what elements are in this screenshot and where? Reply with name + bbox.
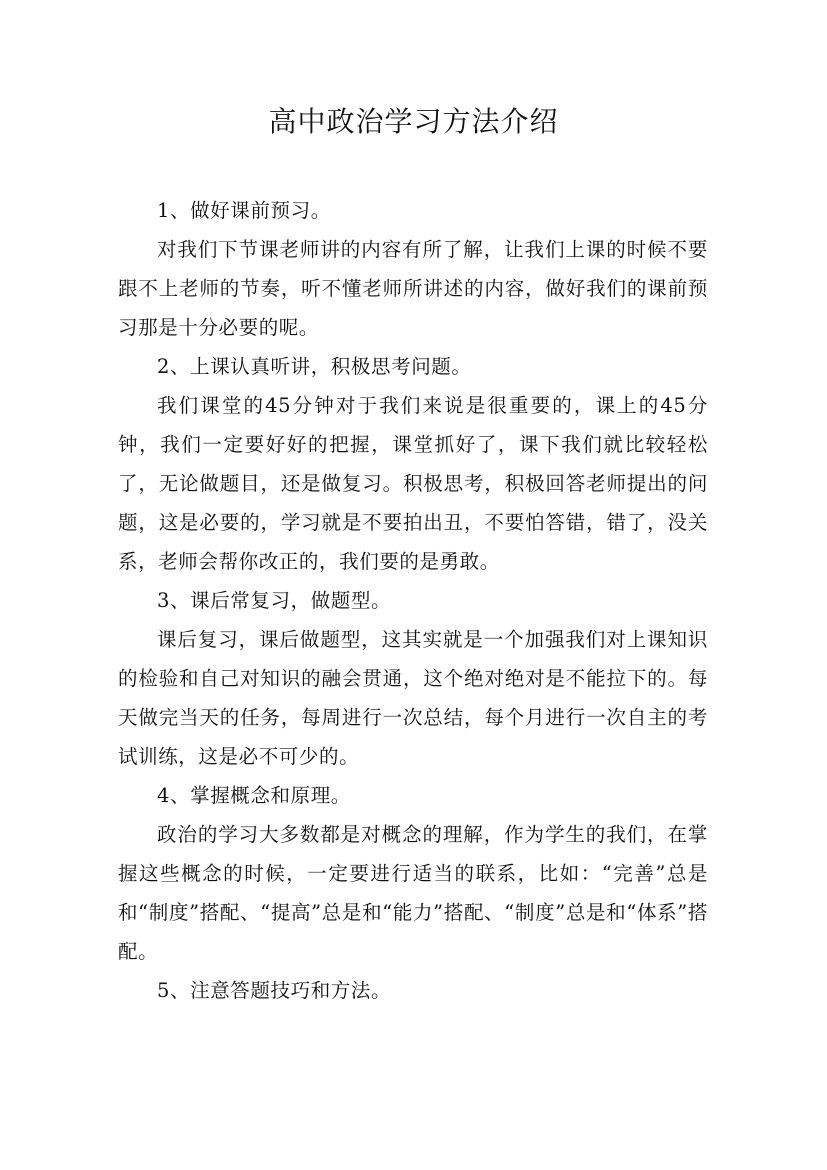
body-paragraph-3: 课后复习，课后做题型，这其实就是一个加强我们对上课知识的检验和自己对知识的融会贯通，这个绝对绝对是不能拉下的。每天做完当天的任务，每周进行一次总结，每个月进行一次自主的考试训练，这是必不可少的。 <box>118 628 708 768</box>
document-body <box>118 191 708 1010</box>
document-title: 高中政治学习方法介绍 <box>268 105 559 138</box>
section-heading-3: 3、课后常复习，做题型。 <box>157 589 392 612</box>
body-paragraph-2: 我们课堂的45分钟对于我们来说是很重要的，课上的45分钟，我们一定要好好的把握，课堂抓好了，课下我们就比较轻松了，无论做题目，还是做复习。积极思考，积极回答老师提出的问题，这是必要的，学习就是不要拍出丑，不要怕答错，错了，没关系，老师会帮你改正的，我们要的是勇敢。 <box>118 394 708 573</box>
section-heading-4: 4、掌握概念和原理。 <box>157 784 351 807</box>
body-paragraph-4: 政治的学习大多数都是对概念的理解，作为学生的我们，在掌握这些概念的时候，一定要进行适当的联系，比如：“完善”总是和“制度”搭配、“提高”总是和“能力”搭配、“制度”总是和“体系”搭配。 <box>118 823 708 963</box>
section-heading-2: 2、上课认真听讲，积极思考问题。 <box>157 355 472 378</box>
section-heading-5: 5、注意答题技巧和方法。 <box>157 979 392 1002</box>
body-paragraph-1: 对我们下节课老师讲的内容有所了解，让我们上课的时候不要跟不上老师的节奏，听不懂老师所讲述的内容，做好我们的课前预习那是十分必要的呢。 <box>118 238 708 339</box>
section-heading-1: 1、做好课前预习。 <box>157 199 331 222</box>
